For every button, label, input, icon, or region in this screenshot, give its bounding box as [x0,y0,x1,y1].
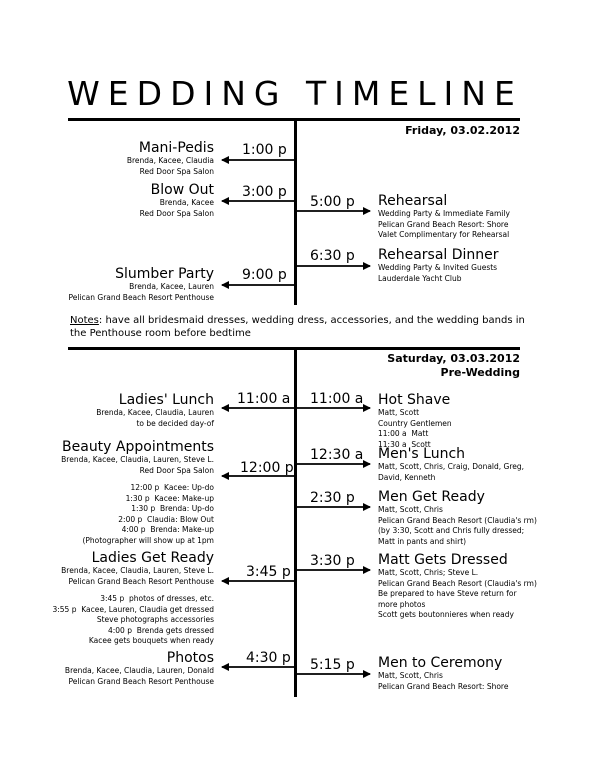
event-title: Beauty Appointments [62,439,214,455]
event-time: 3:00 p [242,184,287,200]
event-title: Slumber Party [115,266,214,282]
date-header-saturday: Saturday, 03.03.2012 [387,352,520,365]
event-time: 2:30 p [310,490,355,506]
event-detail: Valet Complimentary for Rehearsal [378,230,510,239]
schedule-line: 1:30 p Brenda: Up-do [131,504,214,513]
event-title: Men to Ceremony [378,655,503,671]
event-detail: Pelican Grand Beach Resort Penthouse [68,576,214,586]
date-header-friday: Friday, 03.02.2012 [405,124,520,137]
event-detail: Lauderdale Yacht Club [378,273,462,283]
event-title: Men's Lunch [378,446,466,462]
schedule-line: 4:00 p Brenda gets dressed [107,625,214,635]
section-subtitle: Pre-Wedding [440,366,520,379]
event-detail: 11:30 a Scott [378,439,431,449]
page-title: WEDDING TIMELINE [67,74,523,113]
event-title: Hot Shave [378,392,451,408]
event-detail: Wedding Party & Immediate Family [378,209,510,218]
event-title: Rehearsal [378,193,448,209]
event-detail: Brenda, Kacee, Claudia, Lauren, Steve L. [61,455,214,464]
event-detail: Pelican Grand Beach Resort: Shore [378,219,509,229]
notes-label: Notes [70,315,99,326]
event-detail: Scott gets boutonnieres when ready [378,610,514,619]
event-detail: Brenda, Kacee, Lauren [129,282,214,291]
event-time: 3:30 p [310,553,355,569]
event-detail: Wedding Party & Invited Guests [378,263,498,272]
event-time: 5:00 p [310,194,355,210]
notes-text: : have all bridesmaid dresses, wedding dress, accessories, and the wedding bands in the Penthouse room before bedtime [70,315,525,339]
event-detail: Country Gentlemen [378,418,452,428]
event-title: Men Get Ready [378,489,485,505]
event-detail: (by 3:30, Scott and Chris fully dressed; [378,526,525,535]
event-detail: Brenda, Kacee, Claudia, Lauren, Donald [64,666,214,675]
event-detail: Matt, Scott [378,408,420,417]
event-detail: 11:00 a Matt [378,429,429,438]
event-detail: Red Door Spa Salon [139,465,214,475]
event-title: Ladies' Lunch [118,392,214,408]
event-time: 11:00 a [237,391,291,407]
event-time: 12:30 a [310,447,364,463]
event-time: 1:00 p [242,142,287,158]
event-time: 12:00 p [240,460,294,476]
event-detail: Pelican Grand Beach Resort (Claudia's rm) [378,515,537,525]
schedule-line: 2:00 p Claudia: Blow Out [118,514,214,524]
event-detail: David, Kenneth [378,472,436,482]
event-title: Rehearsal Dinner [378,247,499,263]
event-detail: Matt, Scott, Chris [378,671,443,680]
schedule-line: (Photographer will show up at 1pm [82,535,214,545]
event-detail: Matt, Scott, Chris; Steve L. [378,568,479,577]
event-time: 5:15 p [310,657,355,673]
schedule-line: 4:00 p Brenda: Make-up [121,525,214,534]
event-detail: Be prepared to have Steve return for [378,589,517,598]
event-detail: Pelican Grand Beach Resort (Claudia's rm) [378,578,537,588]
event-title: Ladies Get Ready [91,550,214,566]
event-detail: Pelican Grand Beach Resort: Shore [378,681,509,691]
event-detail: Matt, Scott, Chris [378,505,443,514]
event-detail: more photos [378,599,426,609]
event-detail: Brenda, Kacee, Claudia, Lauren, Steve L. [61,566,214,575]
event-time: 9:00 p [242,267,287,283]
event-title: Blow Out [150,182,214,198]
schedule-line: Kacee gets bouquets when ready [88,636,214,645]
event-title: Photos [166,650,214,666]
event-detail: Red Door Spa Salon [139,208,214,218]
event-detail: Matt in pants and shirt) [378,536,467,546]
schedule-line: 3:55 p Kacee, Lauren, Claudia get dressed [52,604,214,614]
schedule-line: 12:00 p Kacee: Up-do [130,483,214,492]
event-detail: Pelican Grand Beach Resort Penthouse [68,292,214,302]
event-time: 11:00 a [310,391,364,407]
event-detail: Pelican Grand Beach Resort Penthouse [68,676,214,686]
schedule-line: 3:45 p photos of dresses, etc. [100,594,214,603]
event-detail: Brenda, Kacee, Claudia [126,156,214,165]
event-detail: Brenda, Kacee, Claudia, Lauren [96,408,214,417]
event-title: Matt Gets Dressed [378,552,508,568]
event-detail: Matt, Scott, Chris, Craig, Donald, Greg, [378,462,525,471]
event-detail: to be decided day-of [136,418,214,428]
event-time: 4:30 p [246,650,291,666]
event-time: 3:45 p [246,564,291,580]
event-detail: Brenda, Kacee [159,198,214,207]
schedule-line: Steve photographs accessories [96,615,214,624]
schedule-line: 1:30 p Kacee: Make-up [125,493,214,503]
event-time: 6:30 p [310,248,355,264]
event-title: Mani-Pedis [138,140,214,156]
event-detail: Red Door Spa Salon [139,166,214,176]
